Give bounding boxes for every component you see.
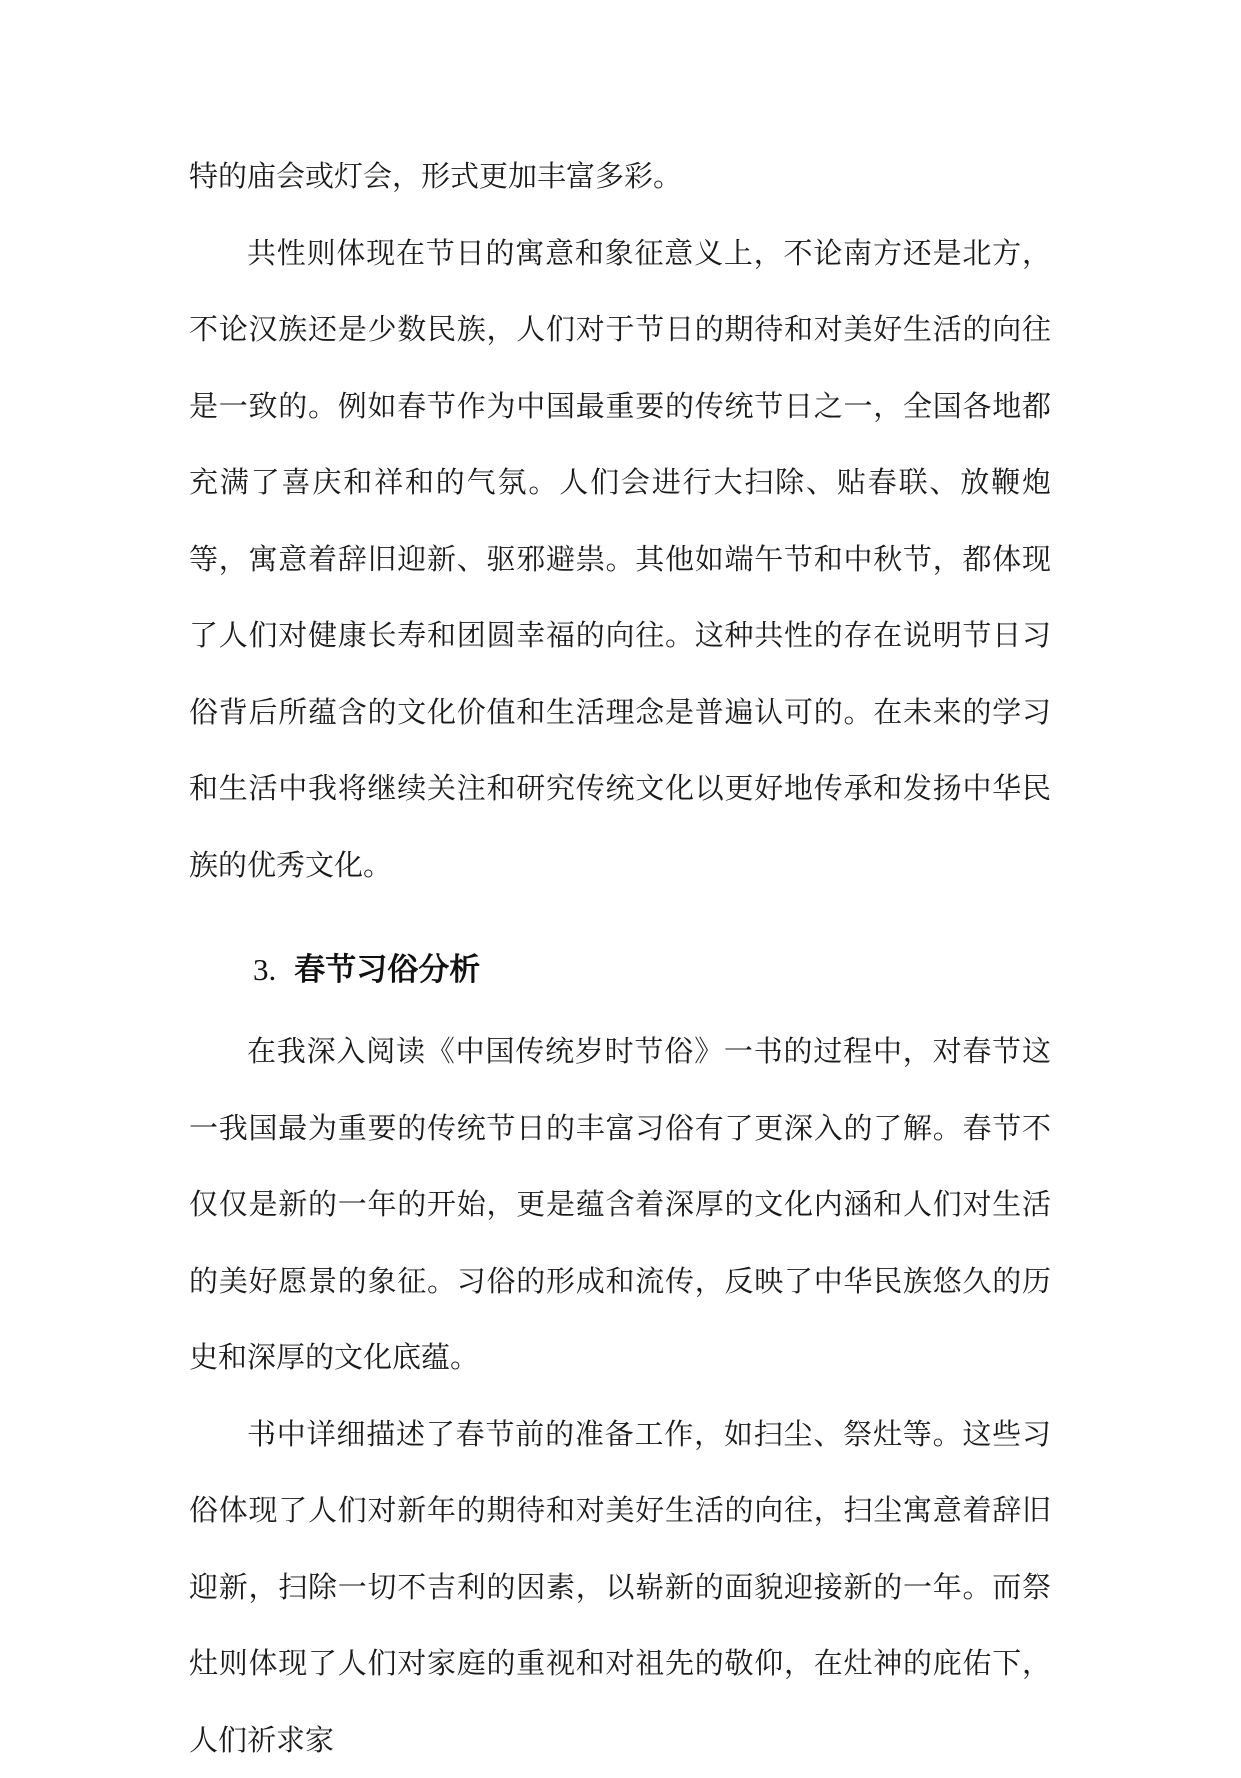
paragraph-continuation: 特的庙会或灯会，形式更加丰富多彩。 [189, 138, 1051, 215]
paragraph-reading-intro: 在我深入阅读《中国传统岁时节俗》一书的过程中，对春节这一我国最为重要的传统节日的丰富习俗有了更深入的了解。春节不仅仅是新的一年的开始，更是蕴含着深厚的文化内涵和人们对生活的美好愿景的象征。习俗的形成和流传，反映了中华民族悠久的历史和深厚的文化底蕴。 [189, 1013, 1051, 1396]
document-body [189, 138, 1051, 1778]
paragraph-commonality: 共性则体现在节日的寓意和象征意义上，不论南方还是北方，不论汉族还是少数民族，人们对于节日的期待和对美好生活的向往是一致的。例如春节作为中国最重要的传统节日之一，全国各地都充满了喜庆和祥和的气氛。人们会进行大扫除、贴春联、放鞭炮等，寓意着辞旧迎新、驱邪避祟。其他如端午节和中秋节，都体现了人们对健康长寿和团圆幸福的向往。这种共性的存在说明节日习俗背后所蕴含的文化价值和生活理念是普遍认可的。在未来的学习和生活中我将继续关注和研究传统文化以更好地传承和发扬中华民族的优秀文化。 [189, 215, 1051, 904]
paragraph-preparations: 书中详细描述了春节前的准备工作，如扫尘、祭灶等。这些习俗体现了人们对新年的期待和对美好生活的向往，扫尘寓意着辞旧迎新，扫除一切不吉利的因素，以崭新的面貌迎接新的一年。而祭灶则体现了人们对家庭的重视和对祖先的敬仰，在灶神的庇佑下，人们祈求家 [189, 1396, 1051, 1778]
section-title: 春节习俗分析 [294, 952, 480, 988]
section-heading [189, 932, 1051, 1008]
section-number: 3. [253, 952, 276, 987]
